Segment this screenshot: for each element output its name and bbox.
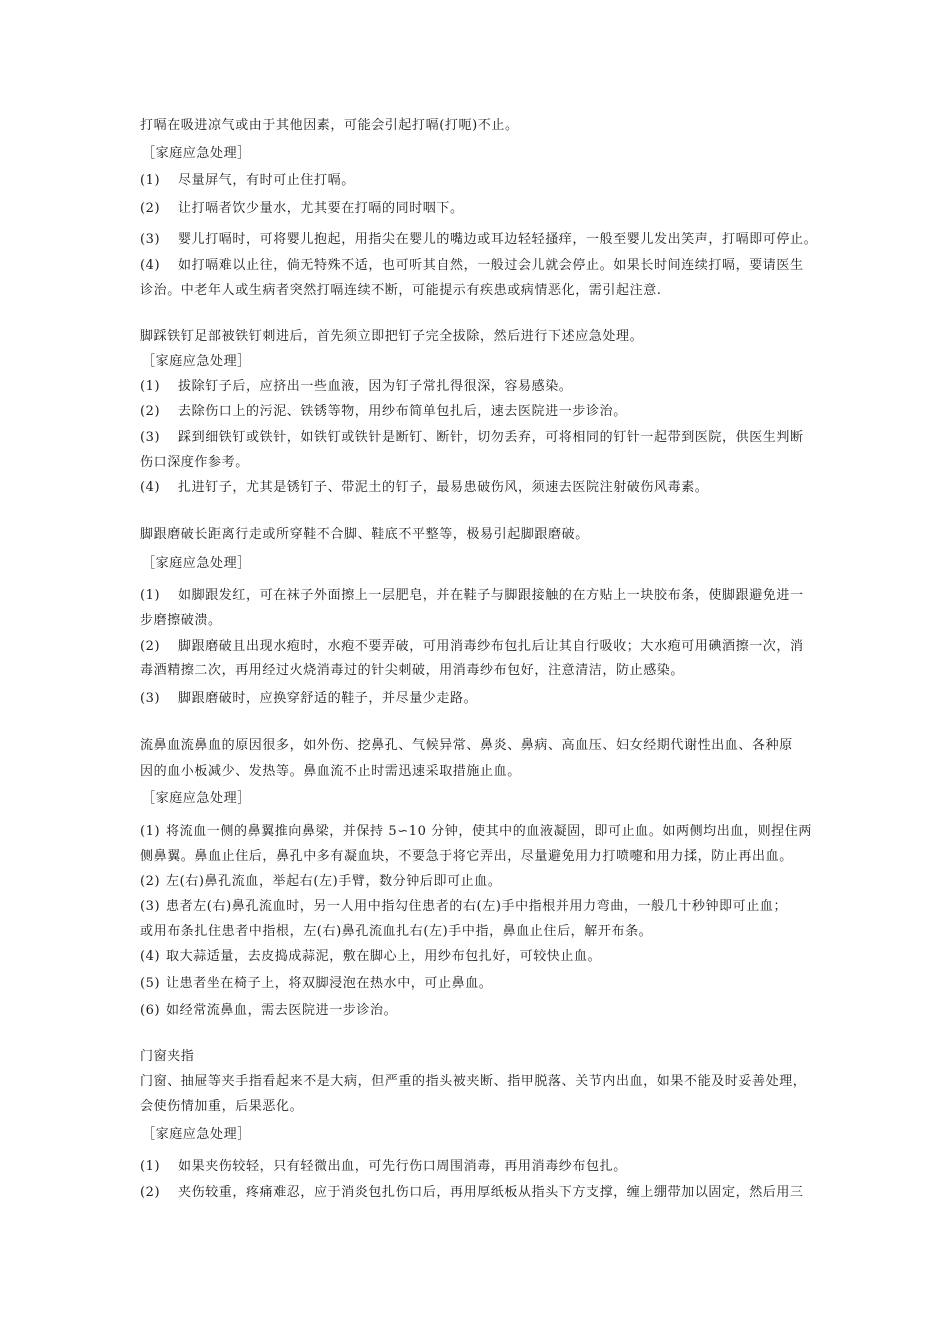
item-text: 如打嗝难以止往，倘无特殊不适，也可听其自然，一般过会儿就会停止。如果长时间连续打嗝，要请医生 (178, 258, 804, 273)
item-text: 拔除钉子后，应挤出一些血液，因为钉子常扎得很深，容易感染。 (178, 379, 573, 394)
item-number: (3) (140, 899, 161, 914)
section-5-item-2 (140, 1184, 804, 1202)
section-2-item-3-cont: 伤口深度作参考。 (140, 455, 249, 470)
item-text: 让患者坐在椅子上，将双脚浸泡在热水中，可止鼻血。 (166, 976, 493, 991)
section-4-item-6 (140, 1002, 397, 1020)
section-4-heading: ［家庭应急处理］ (142, 791, 251, 806)
item-number: (2) (140, 874, 161, 889)
section-1-intro: 打嗝在吸进凉气或由于其他因素，可能会引起打嗝(打呃)不止。 (140, 118, 519, 133)
section-2-heading: ［家庭应急处理］ (142, 354, 251, 369)
item-number: (3) (140, 232, 161, 247)
section-1-item-1 (140, 172, 355, 190)
section-1-item-2 (140, 200, 464, 218)
section-2-item-4 (140, 479, 708, 497)
item-number: (1) (140, 379, 161, 394)
item-number: (2) (140, 404, 161, 419)
section-4-item-4 (140, 948, 601, 966)
item-text: 将流血一侧的鼻翼推向鼻梁，并保持 5∽10 分钟，使其中的血液凝固，即可止血。如两侧均出血，则捏住两 (166, 824, 812, 839)
section-2-item-2 (140, 403, 627, 421)
item-text: 婴儿打嗝时，可将婴儿抱起，用指尖在婴儿的嘴边或耳边轻轻搔痒，一般至婴儿发出笑声，打嗝即可停止。 (178, 232, 818, 247)
item-number: (4) (140, 949, 161, 964)
section-1-item-4 (140, 257, 804, 275)
item-text: 尽量屏气，有时可止住打嗝。 (178, 173, 355, 188)
section-4-item-3 (140, 898, 787, 916)
item-number: (3) (140, 430, 161, 445)
section-2-item-1 (140, 378, 572, 396)
section-4-item-3-cont: 或用布条扎住患者中指根，左(右)鼻孔流血扎右(左)手中指，鼻血止住后，解开布条。 (140, 924, 653, 939)
section-5-heading: ［家庭应急处理］ (142, 1127, 251, 1142)
item-text: 让打嗝者饮少量水，尤其要在打嗝的同时咽下。 (178, 201, 464, 216)
item-text: 取大蒜适量，去皮捣成蒜泥，敷在脚心上，用纱布包扎好，可较快止血。 (166, 949, 602, 964)
section-2-intro: 脚踩铁钉足部被铁钉刺进后，首先须立即把钉子完全拔除，然后进行下述应急处理。 (140, 329, 644, 344)
section-3-item-1-cont: 步磨擦破溃。 (140, 613, 222, 628)
item-text: 如果夹伤较轻，只有轻微出血，可先行伤口周围消毒，再用消毒纱布包扎。 (178, 1159, 627, 1174)
section-3-item-3 (140, 690, 477, 708)
item-number: (2) (140, 1185, 161, 1200)
section-4-item-5 (140, 975, 492, 993)
item-number: (2) (140, 201, 161, 216)
section-4-item-1 (140, 823, 812, 841)
item-number: (1) (140, 173, 161, 188)
item-text: 夹伤较重，疼痛难忍，应于消炎包扎伤口后，再用厚纸板从指头下方支撑，缠上绷带加以固定，然后用三 (178, 1185, 804, 1200)
item-number: (4) (140, 480, 161, 495)
section-1-heading: ［家庭应急处理］ (142, 146, 251, 161)
section-5-item-1 (140, 1158, 627, 1176)
section-3-intro: 脚跟磨破长距离行走或所穿鞋不合脚、鞋底不平整等，极易引起脚跟磨破。 (140, 527, 589, 542)
item-number: (2) (140, 639, 161, 654)
section-3-item-2-cont: 毒酒精擦二次，再用经过火烧消毒过的针尖刺破，用消毒纱布包好，注意清洁，防止感染。 (140, 663, 685, 678)
item-text: 左(右)鼻孔流血，举起右(左)手臂，数分钟后即可止血。 (166, 874, 502, 889)
item-text: 如经常流鼻血，需去医院进一步诊治。 (166, 1003, 398, 1018)
section-5-title: 门窗夹指 (140, 1049, 195, 1064)
section-3-heading: ［家庭应急处理］ (142, 556, 251, 571)
section-1-item-4-cont: 诊治。中老年人或生病者突然打嗝连续不断，可能提示有疾患或病情恶化，需引起注意. (140, 283, 662, 298)
section-5-intro-cont: 会使伤情加重，后果恶化。 (140, 1099, 304, 1114)
item-text: 踩到细铁钉或铁针，如铁钉或铁针是断钉、断针，切勿丢弃，可将相同的钉针一起带到医院，供医生判断 (178, 430, 804, 445)
section-4-intro: 流鼻血流鼻血的原因很多，如外伤、挖鼻孔、气候异常、鼻炎、鼻病、高血压、妇女经期代谢性出血、各种原 (140, 738, 793, 753)
item-number: (1) (140, 824, 161, 839)
item-number: (1) (140, 1159, 161, 1174)
section-4-item-2 (140, 873, 502, 891)
section-5-intro: 门窗、抽屉等夹手指看起来不是大病，但严重的指头被夹断、指甲脱落、关节内出血，如果不能及时妥善处理， (140, 1074, 807, 1089)
section-4-item-1-cont: 侧鼻翼。鼻血止住后，鼻孔中多有凝血块，不要急于将它弄出，尽量避免用力打喷嚏和用力揉，防止再出血。 (140, 849, 793, 864)
item-number: (3) (140, 691, 161, 706)
section-4-intro-cont: 因的血小板减少、发热等。鼻血流不止时需迅速采取措施止血。 (140, 764, 521, 779)
item-number: (6) (140, 1003, 161, 1018)
item-text: 脚跟磨破时，应换穿舒适的鞋子，并尽量少走路。 (178, 691, 478, 706)
section-2-item-3 (140, 429, 804, 447)
item-text: 脚跟磨破且出现水疱时，水疱不要弄破，可用消毒纱布包扎后让其自行吸收；大水疱可用碘酒擦一次，消 (178, 639, 804, 654)
item-text: 扎进钉子，尤其是锈钉子、带泥土的钉子，最易患破伤风，须速去医院注射破伤风毒素。 (178, 480, 709, 495)
item-text: 去除伤口上的污泥、铁锈等物，用纱布简单包扎后，速去医院进一步诊治。 (178, 404, 627, 419)
item-number: (1) (140, 588, 161, 603)
section-3-item-1 (140, 587, 804, 605)
item-text: 患者左(右)鼻孔流血时，另一人用中指勾住患者的右(左)手中指根并用力弯曲，一般几十秒钟即可止血； (166, 899, 788, 914)
section-1-item-3 (140, 231, 817, 249)
item-number: (5) (140, 976, 161, 991)
item-number: (4) (140, 258, 161, 273)
section-3-item-2 (140, 638, 804, 656)
item-text: 如脚跟发红，可在袜子外面擦上一层肥皂，并在鞋子与脚跟接触的在方贴上一块胶布条，使脚跟避免进一 (178, 588, 804, 603)
